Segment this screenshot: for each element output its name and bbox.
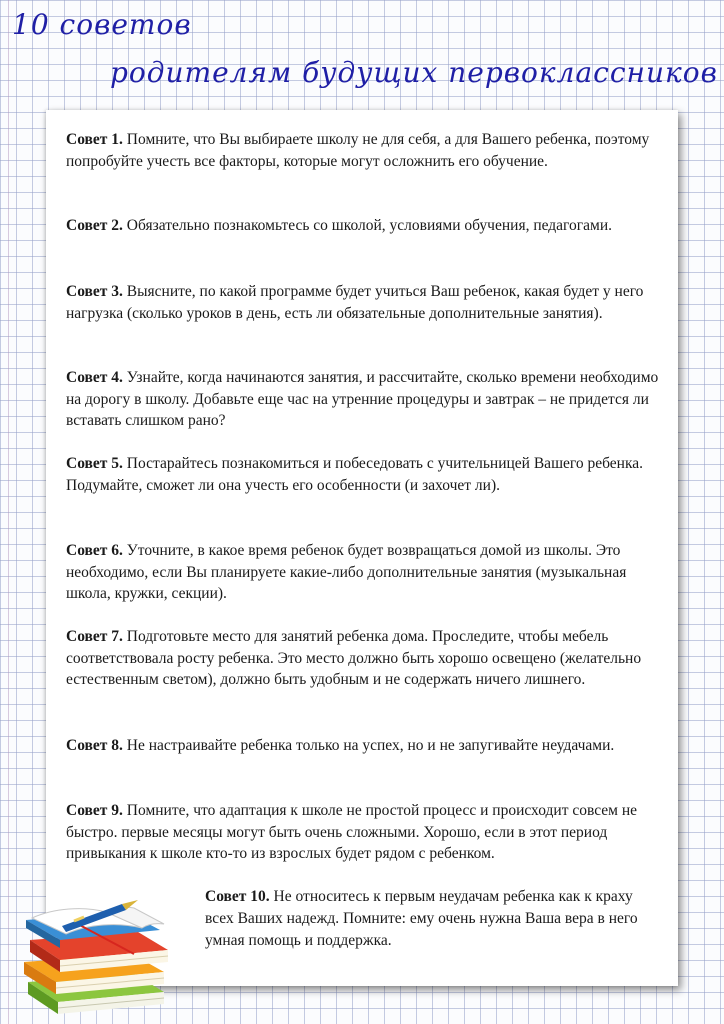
tip-text: Помните, что Вы выбираете школу не для себя, а для Вашего ребенка, поэтому попробуйте учесть все факторы, которые могут осложнить его обучение.	[66, 131, 650, 170]
tip-label: Совет 8.	[66, 737, 123, 754]
tip-label: Совет 7.	[66, 628, 123, 645]
tip-label: Совет 4.	[66, 369, 123, 386]
tip-4	[66, 367, 666, 432]
tip-text: Узнайте, когда начинаются занятия, и рассчитайте, сколько времени необходимо на дорогу в школу. Добавьте еще час на утренние процедуры и завтрак – не придется ли вставать слишком рано?	[66, 369, 659, 429]
tip-6	[66, 540, 666, 605]
notebook-margin-line	[8, 0, 9, 1024]
tip-text: Не относитесь к первым неудачам ребенка как к краху всех Ваших надежд. Помните: ему очень нужна Ваша вера в него умная помощь и поддержка.	[205, 888, 638, 949]
books-illustration	[14, 890, 194, 1018]
tip-9	[66, 800, 666, 865]
page-title-line-2: родителям будущих первоклассников	[110, 56, 718, 89]
tip-3	[66, 281, 666, 324]
page-title-line-1: 10 советов	[12, 8, 192, 41]
tip-1	[66, 129, 666, 172]
tip-label: Совет 2.	[66, 217, 123, 234]
tip-10	[205, 886, 665, 952]
tip-7	[66, 626, 666, 691]
tip-2	[66, 215, 666, 237]
tip-text: Обязательно познакомьтесь со школой, условиями обучения, педагогами.	[122, 217, 612, 234]
tip-text: Выясните, по какой программе будет учиться Ваш ребенок, какая будет у него нагрузка (сколько уроков в день, есть ли обязательные дополнительные занятия).	[66, 283, 644, 322]
tip-text: Постарайтесь познакомиться и побеседовать с учительницей Вашего ребенка. Подумайте, сможет ли она учесть его особенности (и захочет ли).	[66, 455, 644, 494]
tip-text: Помните, что адаптация к школе не простой процесс и происходит совсем не быстро. первые месяцы могут быть очень сложными. Хорошо, если в этот период привыкания к школе кто-то из взрослых будет рядом с ребенком.	[66, 802, 638, 862]
tip-text: Не настраивайте ребенка только на успех, но и не запугивайте неудачами.	[122, 737, 615, 754]
tip-label: Совет 1.	[66, 131, 123, 148]
tip-5	[66, 453, 666, 496]
tip-label: Совет 5.	[66, 455, 123, 472]
tip-label: Совет 9.	[66, 802, 123, 819]
tip-label: Совет 3.	[66, 283, 123, 300]
tip-8	[66, 735, 666, 757]
tip-text: Уточните, в какое время ребенок будет возвращаться домой из школы. Это необходимо, если Вы планируете какие-либо дополнительные занятия (музыкальная школа, кружки, секции).	[66, 542, 627, 602]
tip-label: Совет 10.	[205, 888, 270, 905]
tip-text: Подготовьте место для занятий ребенка дома. Проследите, чтобы мебель соответствовала росту ребенка. Это место должно быть хорошо освещено (желательно естественным светом), должно быть удобным и не содержать ничего лишнего.	[66, 628, 642, 688]
tip-label: Совет 6.	[66, 542, 123, 559]
